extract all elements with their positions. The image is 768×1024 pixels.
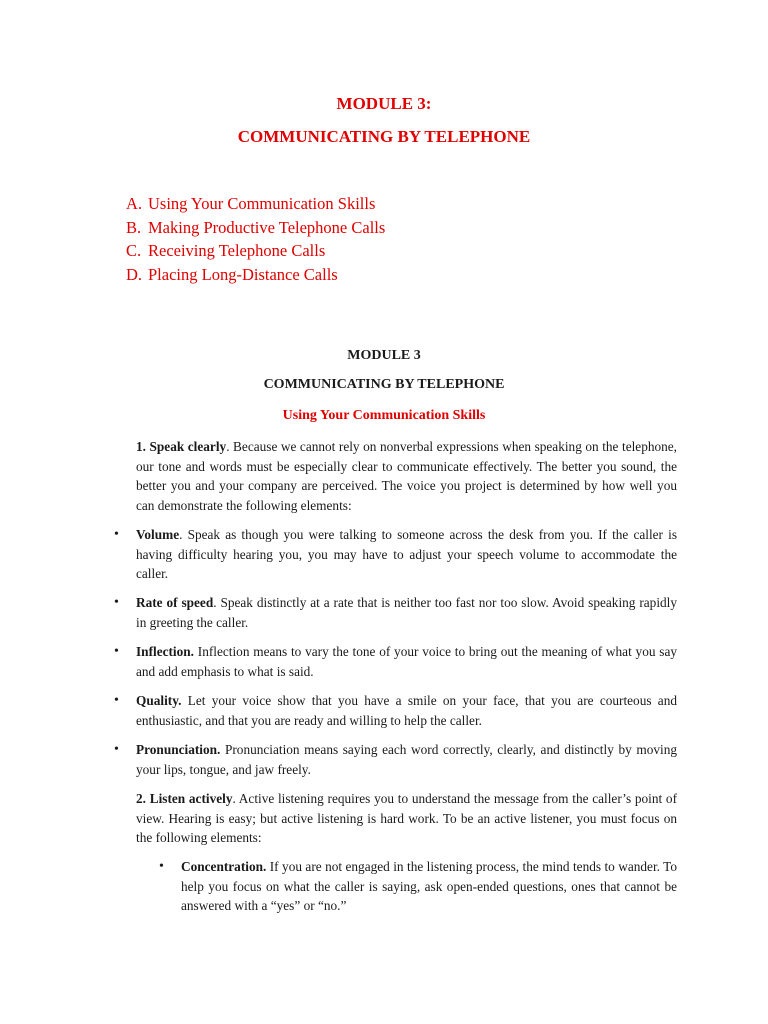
listen-actively-paragraph: 2. Listen actively. Active listening requires you to understand the message from the caller’s point of view. Hearing is easy; but active listening is hard work. To be an active listener, you must focus on the following elements: (136, 791, 677, 845)
bullet-concentration: Concentration. If you are not engaged in the listening process, the mind tends to wander. To help you focus on what the caller is saying, ask open-ended questions, ones that cannot be answered with a “yes” or “no.” (181, 859, 677, 913)
bullet-volume: Volume. Speak as though you were talking to someone across the desk from you. If the caller is having difficulty hearing you, you may have to adjust your speech volume to accommodate the caller. (136, 527, 677, 581)
bullet-inflection: Inflection. Inflection means to vary the tone of your voice to bring out the meaning of what you say and add emphasis to what is said. (136, 644, 677, 679)
section-subtitle: Using Your Communication Skills (282, 408, 486, 423)
table-of-contents (126, 192, 385, 286)
bullet-marker: • (159, 859, 164, 874)
bullet-quality: Quality. Let your voice show that you have a smile on your face, that you are courteous and enthusiastic, and that you are ready and willing to help the caller. (136, 693, 677, 728)
speak-clearly-paragraph: 1. Speak clearly. Because we cannot rely on nonverbal expressions when speaking on the telephone, our tone and words must be especially clear to communicate effectively. The better you sound, the better you and your company are perceived. The voice you project is determined by how well you can demonstrate the following elements: (136, 439, 678, 513)
bullet-marker: • (114, 693, 119, 708)
bullet-rate-of-speed: Rate of speed. Speak distinctly at a rate that is neither too fast nor too slow. Avoid speaking rapidly in greeting the caller. (136, 595, 678, 630)
section-module-heading: MODULE 3 (347, 348, 421, 363)
module-subtitle: COMMUNICATING BY TELEPHONE (237, 127, 531, 146)
bullet-marker: • (114, 742, 119, 757)
toc-item-d: D. Placing Long-Distance Calls (126, 264, 338, 284)
bullet-marker: • (114, 527, 119, 542)
module-title: MODULE 3: (336, 94, 432, 113)
toc-item-a: A. Using Your Communication Skills (126, 194, 376, 213)
bullet-pronunciation: Pronunciation. Pronunciation means saying each word correctly, clearly, and distinctly by moving your lips, tongue, and jaw freely. (136, 742, 677, 777)
toc-item-b: B. Making Productive Telephone Calls (126, 217, 386, 237)
bullet-marker: • (114, 644, 119, 659)
toc-item-c: C. Receiving Telephone Calls (126, 241, 326, 260)
bullet-marker: • (114, 595, 119, 610)
section-title: COMMUNICATING BY TELEPHONE (263, 377, 505, 392)
